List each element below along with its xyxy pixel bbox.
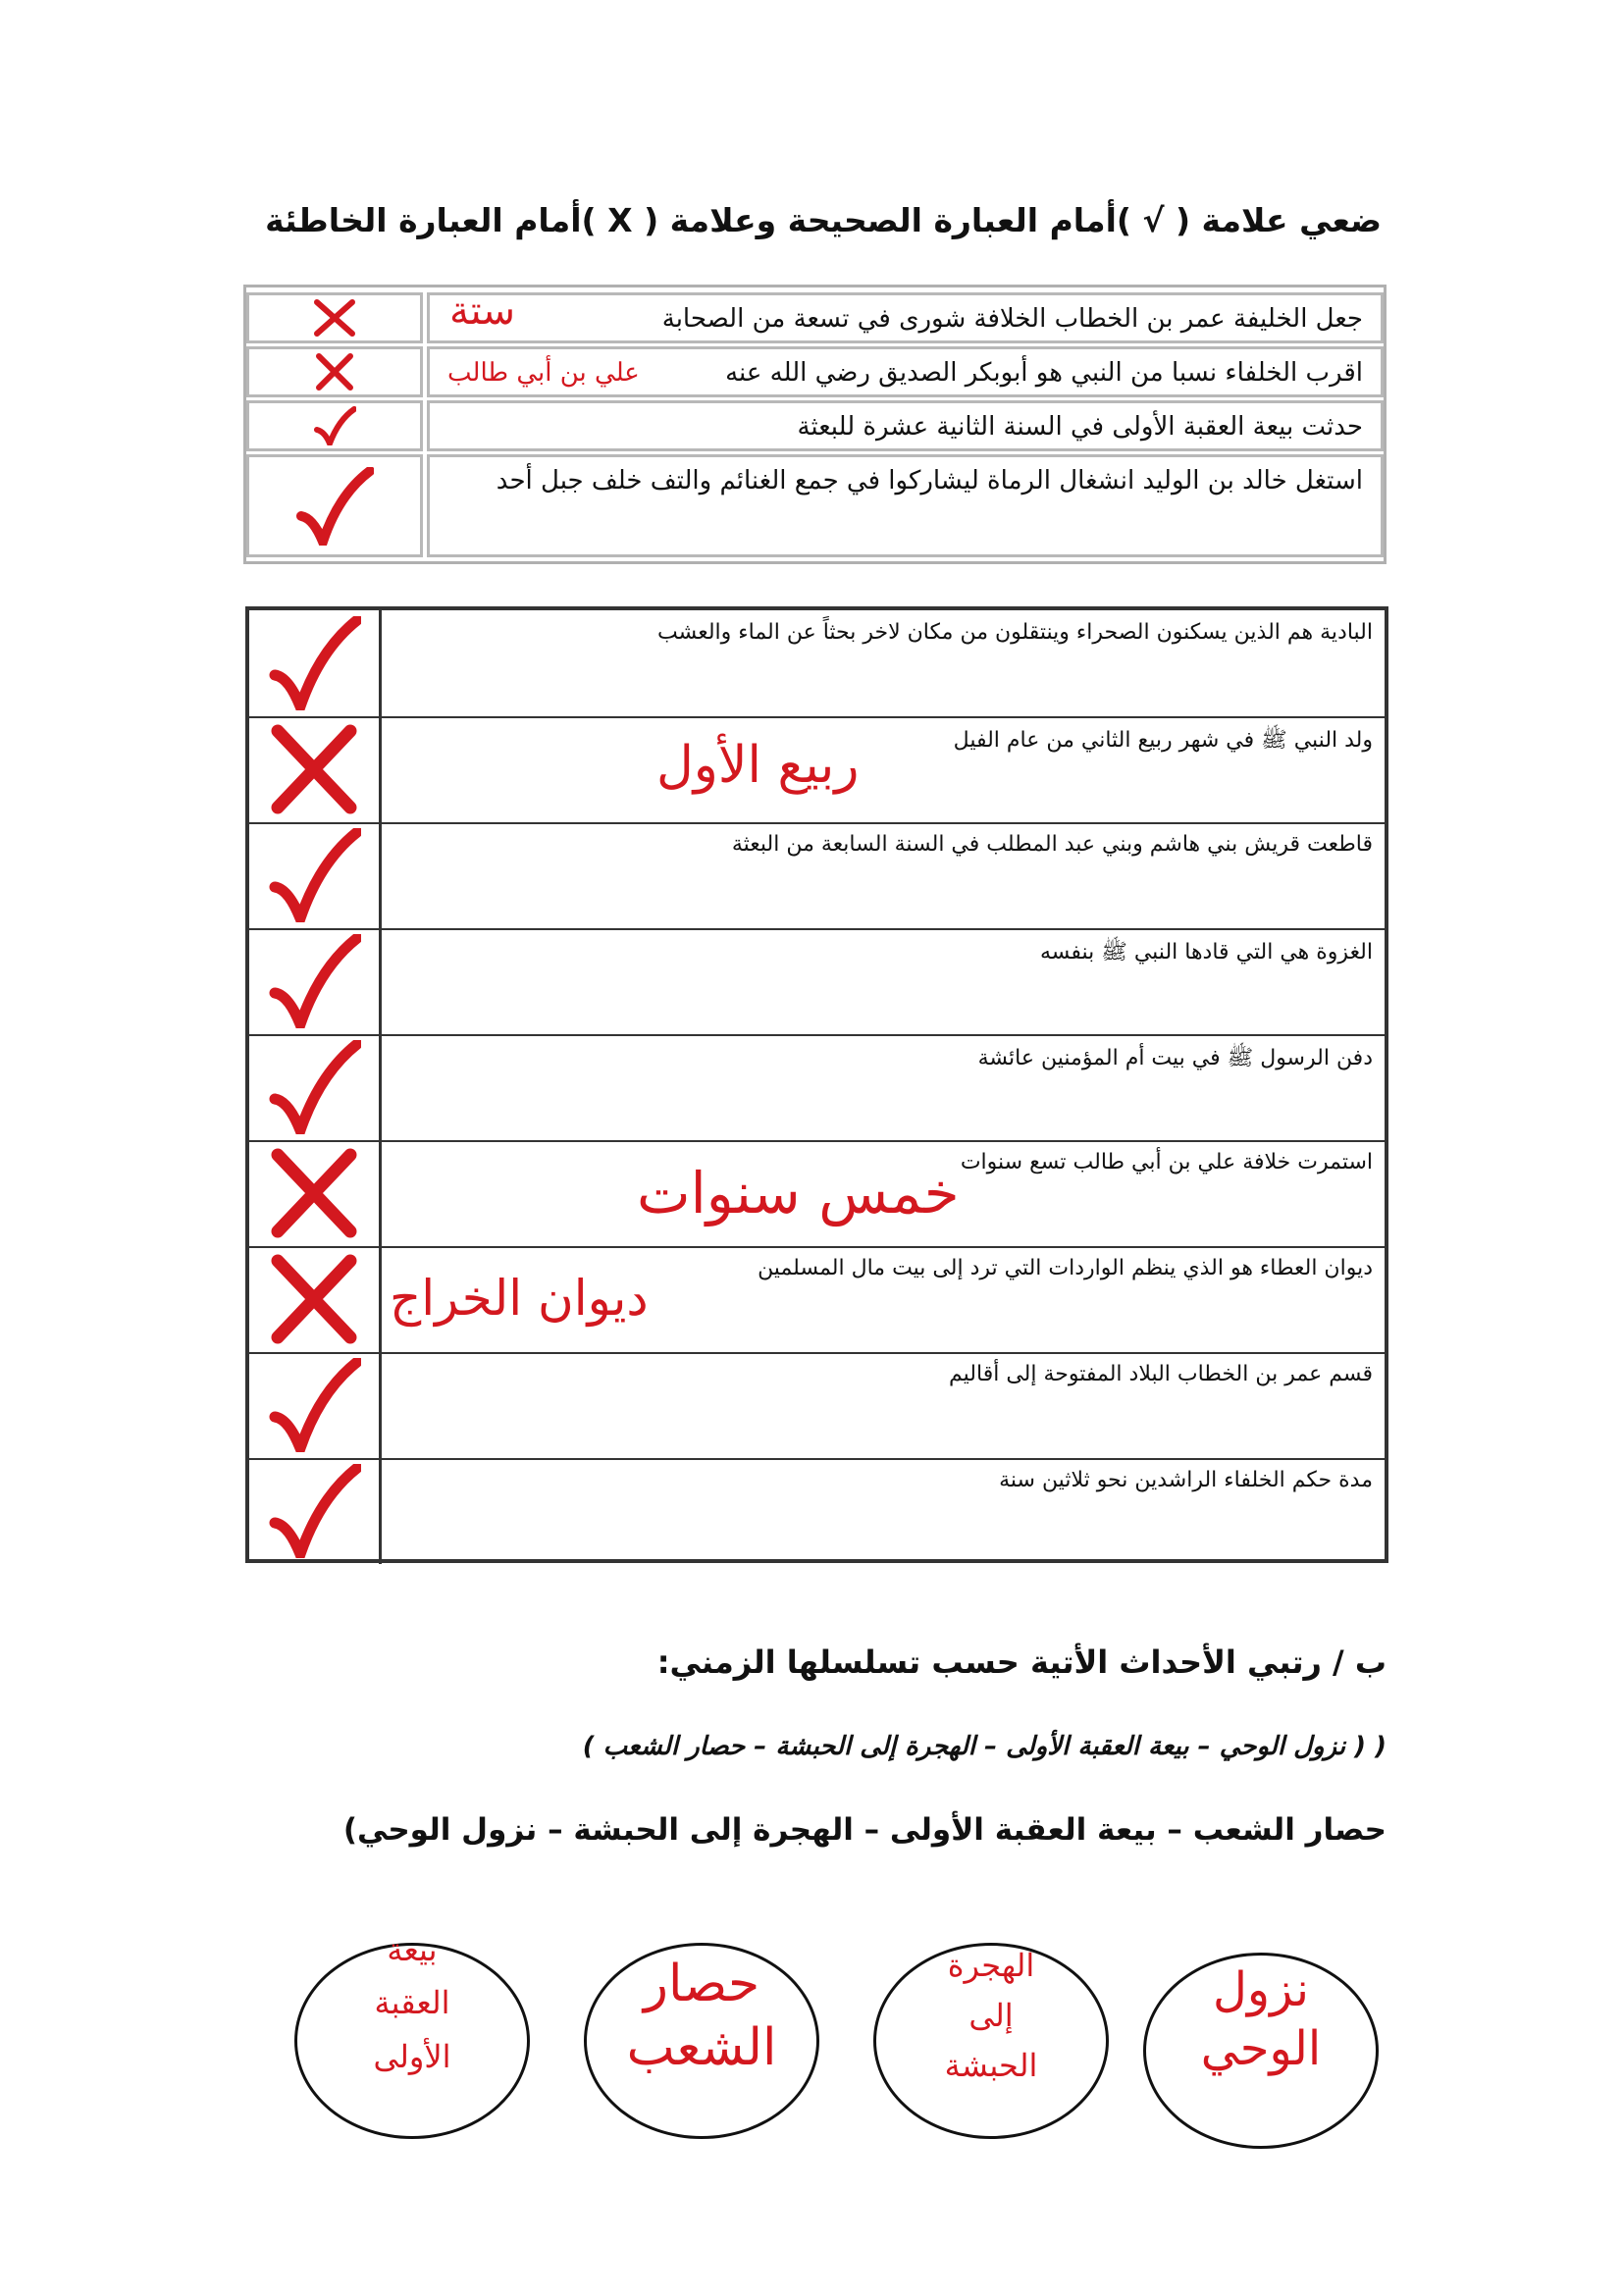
statement-cell — [427, 454, 1384, 557]
answer-cell — [249, 716, 379, 822]
answer-cell — [246, 346, 423, 397]
circle-line: الشعب — [626, 2018, 777, 2077]
statement-cell — [379, 1034, 1385, 1140]
answer-cell — [249, 1140, 379, 1246]
table-row — [246, 400, 1384, 451]
circle-line: الهجرة — [947, 1947, 1035, 1984]
handwritten-correction: خمس سنوات — [637, 1160, 960, 1226]
check-icon — [267, 1464, 361, 1558]
statement-text: جعل الخليفة عمر بن الخطاب الخلافة شورى في تسعة من الصحابة — [661, 304, 1363, 334]
circle-line: الأولى — [373, 2037, 451, 2075]
statement-text: حدثت بيعة العقبة الأولى في السنة الثانية عشرة للبعثة — [797, 412, 1363, 442]
answer-cell — [246, 454, 423, 557]
answer-circle-text — [584, 1953, 819, 2080]
check-icon — [267, 1040, 361, 1134]
table-row — [249, 610, 1385, 718]
circle-line: بيعة — [387, 1931, 438, 1968]
check-icon — [295, 467, 374, 546]
statement-cell — [427, 346, 1384, 397]
table-row — [249, 928, 1385, 1036]
statement-text: استغل خالد بن الوليد انشغال الرماة ليشاركوا في جمع الغنائم والتف خلف جبل أحد — [496, 466, 1363, 496]
statement-text: قاطعت قريش بني هاشم وبني عبد المطلب في السنة السابعة من البعثة — [731, 832, 1373, 857]
table-row — [249, 1458, 1385, 1564]
answer-cell — [249, 822, 379, 928]
statement-cell — [379, 716, 1385, 822]
handwritten-correction: ستة — [449, 292, 516, 334]
statement-text: دفن الرسول ﷺ في بيت أم المؤمنين عائشة — [977, 1046, 1373, 1070]
circle-line: العقبة — [374, 1984, 450, 2022]
statement-text: البادية هم الذين يسكنون الصحراء وينتقلون من مكان لاخر بحثاً عن الماء والعشب — [657, 620, 1373, 645]
statement-cell — [379, 610, 1385, 716]
table-row — [249, 1140, 1385, 1248]
statement-cell — [427, 400, 1384, 451]
answer-cell — [249, 1458, 379, 1564]
circle-line: الحبشة — [944, 2047, 1038, 2085]
circle-line: حصار — [643, 1955, 760, 2013]
statement-text: ديوان العطاء هو الذي ينظم الواردات التي ترد إلى بيت مال المسلمين — [758, 1256, 1373, 1280]
answer-circle-text — [1143, 1960, 1379, 2078]
statement-cell — [379, 1140, 1385, 1246]
table-row — [249, 716, 1385, 824]
answer-cell — [246, 400, 423, 451]
check-icon — [267, 828, 361, 922]
circle-line: نزول — [1213, 1962, 1309, 2017]
statement-cell — [379, 1352, 1385, 1458]
check-icon — [267, 934, 361, 1028]
table-row — [246, 346, 1384, 397]
circle-line: الوحي — [1200, 2021, 1322, 2076]
answer-cell — [249, 1034, 379, 1140]
answer-circle-text — [873, 1941, 1109, 2092]
section-b-heading: ب / رتبي الأحداث الأتية حسب تسلسلها الزمني: — [656, 1644, 1387, 1681]
statement-text: اقرب الخلفاء نسبا من النبي هو أبوبكر الصديق رضي الله عنه — [725, 358, 1363, 388]
x-icon — [311, 298, 358, 338]
answer-cell — [249, 1246, 379, 1352]
x-icon — [313, 352, 356, 391]
answer-cell — [249, 928, 379, 1034]
answer-cell — [246, 292, 423, 343]
answer-circle-text — [294, 1923, 530, 2083]
handwritten-correction: ديوان الخراج — [390, 1270, 649, 1327]
x-icon — [268, 1253, 360, 1345]
table-row — [246, 292, 1384, 343]
statement-cell — [379, 1458, 1385, 1564]
circle-line: إلى — [968, 1997, 1014, 2035]
statement-text: الغزوة هي التي قادها النبي ﷺ بنفسه — [1039, 940, 1373, 965]
handwritten-correction: علي بن أبي طالب — [447, 358, 640, 388]
page-title: ضعي علامة ( √ )أمام العبارة الصحيحة وعلامة ( X )أمام العبارة الخاطئة — [265, 201, 1382, 239]
answer-cell — [249, 610, 379, 716]
check-icon — [267, 1358, 361, 1452]
answer-cell — [249, 1352, 379, 1458]
x-icon — [268, 1147, 360, 1239]
check-icon — [267, 616, 361, 710]
sequence-printed-answer: حصار الشعب – بيعة العقبة الأولى – الهجرة إلى الحبشة – نزول الوحي) — [342, 1812, 1387, 1848]
statement-text: استمرت خلافة علي بن أبي طالب تسع سنوات — [960, 1150, 1373, 1174]
table-row — [246, 454, 1384, 557]
statement-cell — [379, 1246, 1385, 1352]
check-icon — [313, 406, 356, 445]
x-icon — [268, 723, 360, 815]
true-false-table-1 — [243, 285, 1387, 564]
true-false-table-2 — [245, 606, 1388, 1563]
table-row — [249, 822, 1385, 930]
statement-cell — [379, 928, 1385, 1034]
table-row — [249, 1352, 1385, 1460]
table-row — [249, 1034, 1385, 1142]
statement-text: قسم عمر بن الخطاب البلاد المفتوحة إلى أقاليم — [949, 1362, 1373, 1386]
statement-text: ولد النبي ﷺ في شهر ربيع الثاني من عام الفيل — [953, 728, 1373, 753]
table-row — [249, 1246, 1385, 1354]
statement-cell — [427, 292, 1384, 343]
sequence-question: ( ( نزول الوحي – بيعة العقبة الأولى – الهجرة إلى الحبشة – حصار الشعب ) — [582, 1732, 1387, 1761]
handwritten-correction: ربيع الأول — [656, 736, 860, 795]
statement-text: مدة حكم الخلفاء الراشدين نحو ثلاثين سنة — [999, 1468, 1373, 1492]
statement-cell — [379, 822, 1385, 928]
